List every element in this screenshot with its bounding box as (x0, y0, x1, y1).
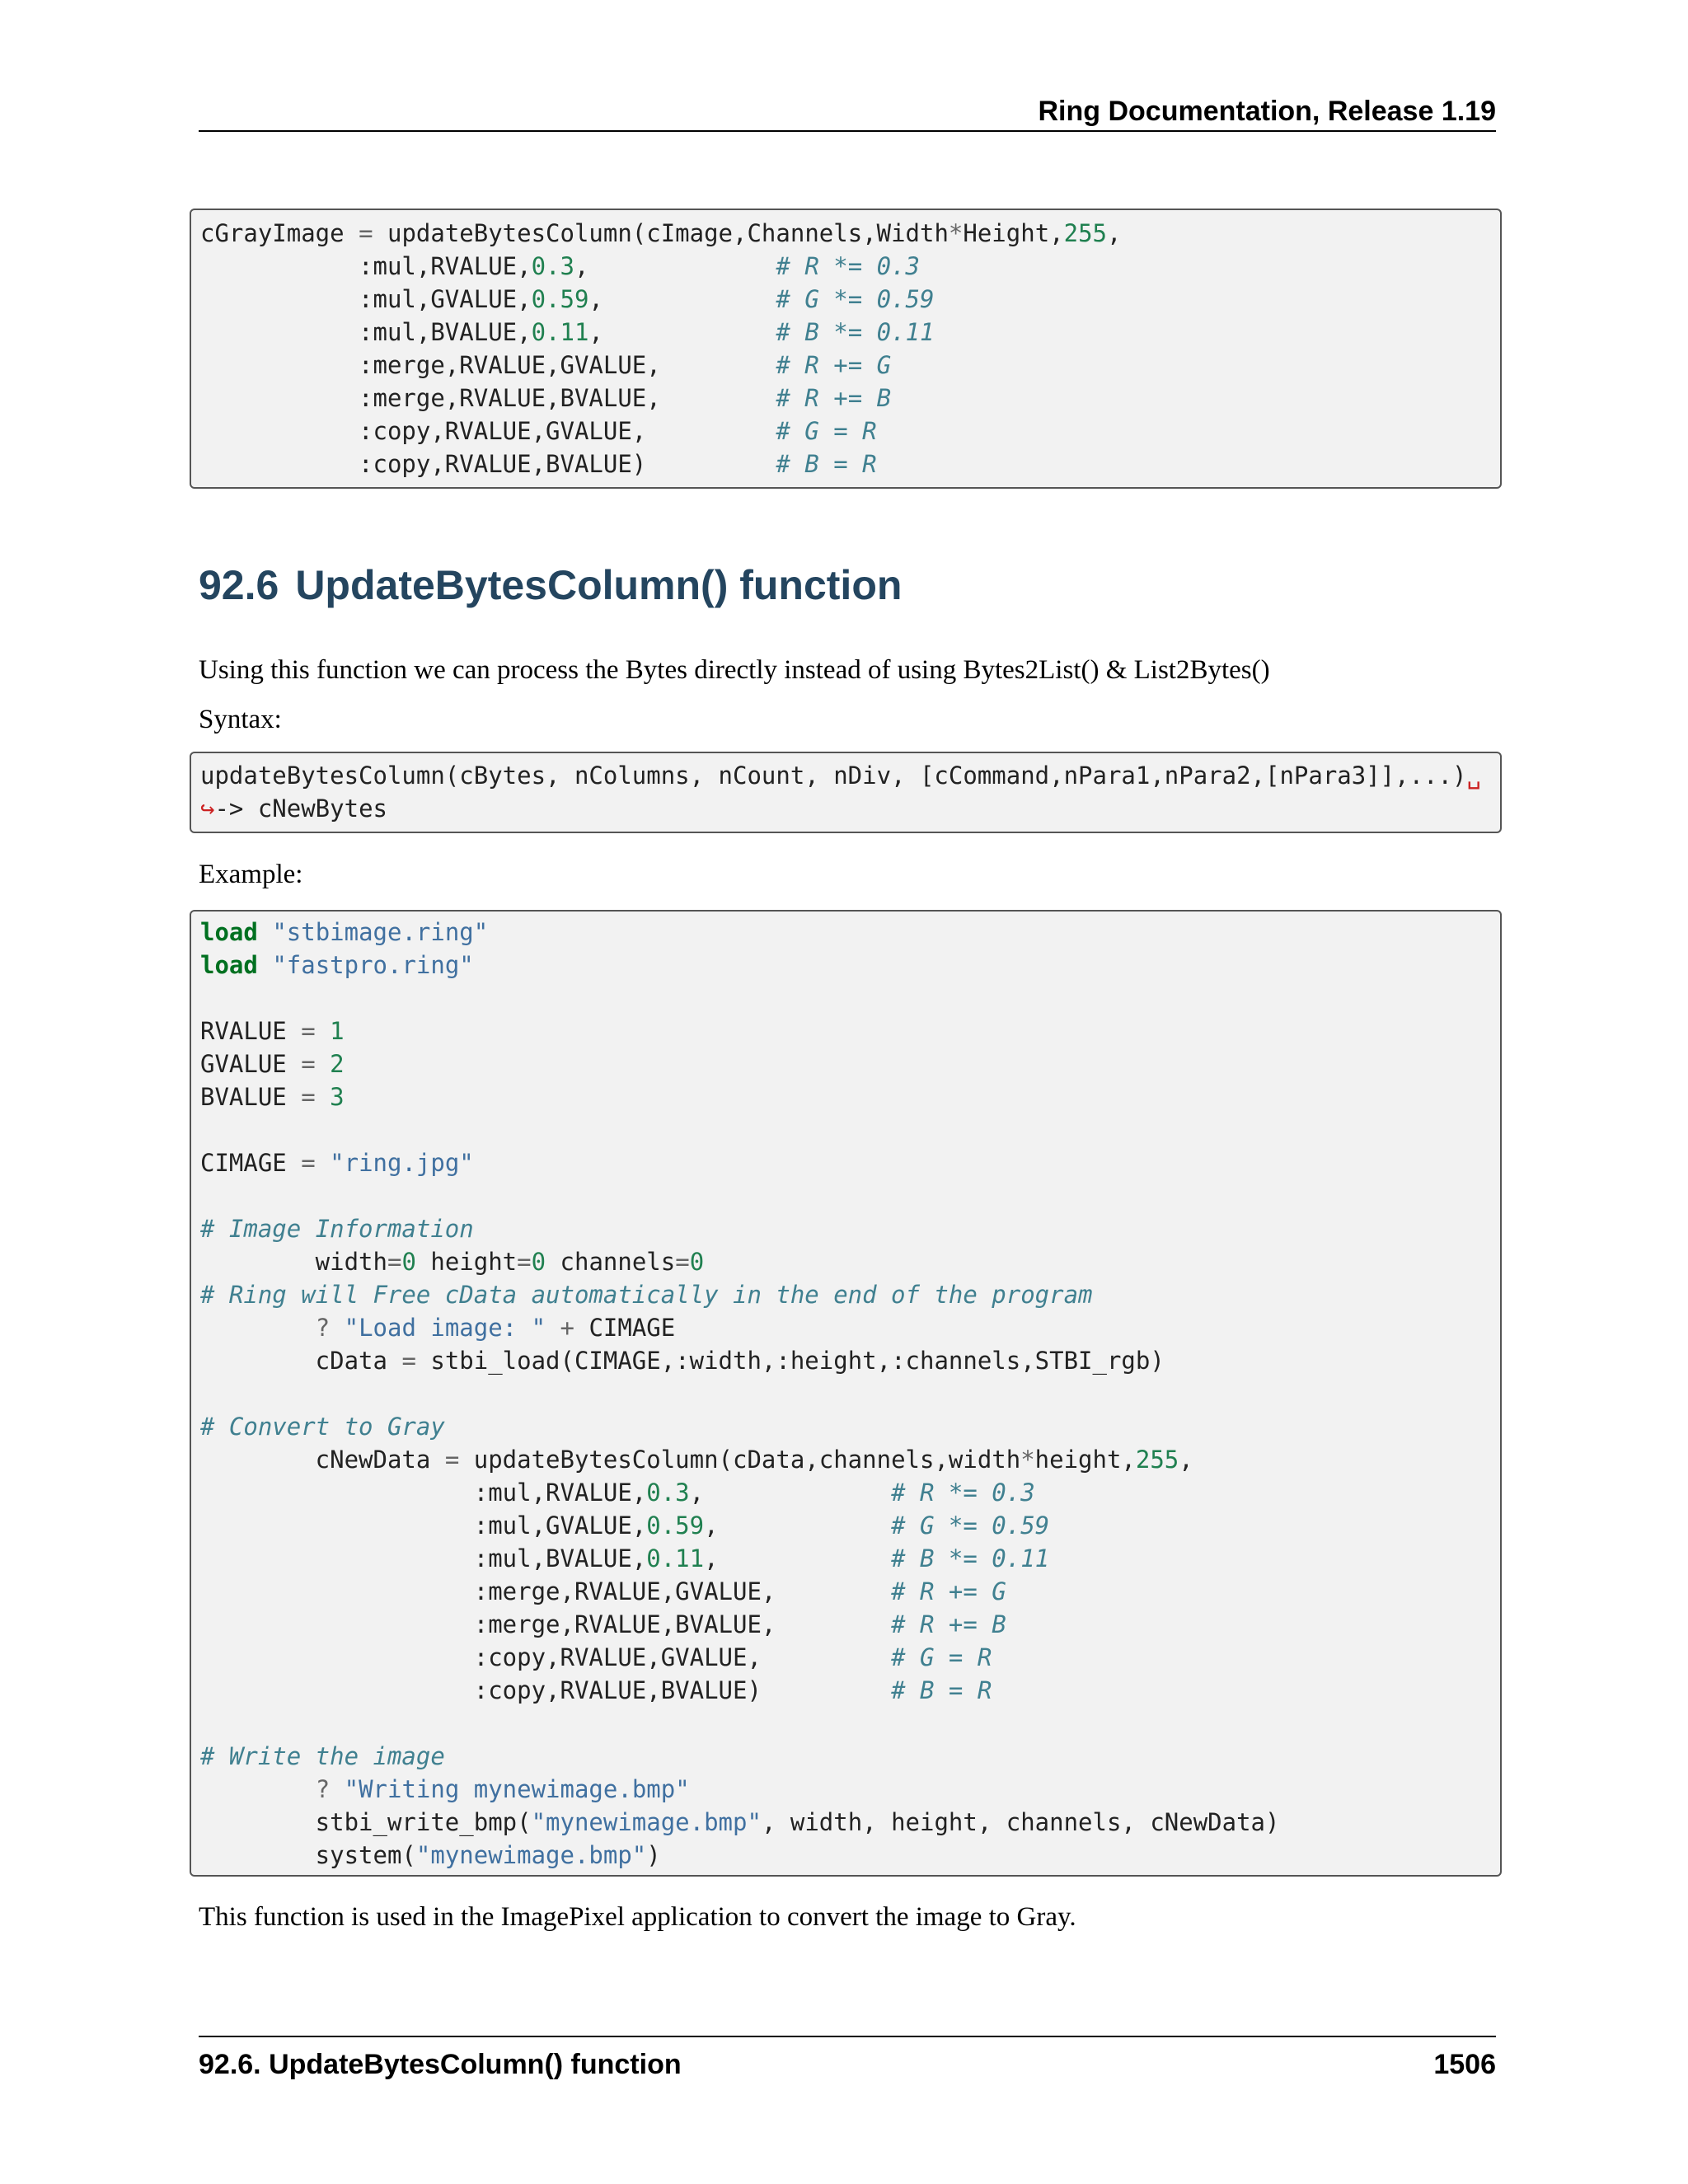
page-header: Ring Documentation, Release 1.19 (199, 92, 1496, 132)
line-wrap-marker-icon: ␣ (1466, 762, 1481, 790)
page-footer (199, 2036, 1496, 2087)
example-label: Example: (199, 860, 303, 889)
intro-paragraph: Using this function we can process the Bytes directly instead of using Bytes2List() & List2Bytes() (199, 655, 1270, 685)
closing-paragraph: This function is used in the ImagePixel application to convert the image to Gray. (199, 1902, 1076, 1932)
code-block-syntax (190, 752, 1502, 833)
code-block-top (190, 209, 1502, 489)
code-block-example (190, 910, 1502, 1877)
syntax-line-2: -> cNewBytes (214, 794, 387, 823)
syntax-line-1: updateBytesColumn(cBytes, nColumns, nCount, nDiv, [cCommand,nPara1,nPara2,[nPara3]],...) (200, 762, 1467, 790)
syntax-label: Syntax: (199, 705, 282, 734)
section-number: 92.6 (199, 562, 279, 608)
continuation-arrow-icon: ↪ (200, 794, 215, 823)
syntax-code (200, 759, 1500, 825)
code-top: cGrayImage = updateBytesColumn(cImage,Channels,Width*Height,255, :mul,RVALUE,0.3, # R *= 0.3 :mul,GVALUE,0.59, # G *= 0.59 :mul,BVALUE,0.11, # B *= 0.11 :merge,RVALUE,GVALUE, # R += G :merge,RVALUE,BVALUE, # R += B :copy,RVALUE,GVALUE, # G = R :copy,RVALUE,BVALUE) # B = R (200, 219, 1122, 478)
example-code: load "stbimage.ring" load "fastpro.ring" RVALUE = 1 GVALUE = 2 BVALUE = 3 CIMAGE = "ring.jpg" # Image Information width=0 height=0 channels=0 # Ring will Free cData automatically in the end of the program ? "Load image: " + CIMAGE cData = stbi_load(CIMAGE,:width,:height,:channels,STBI_rgb) # Convert to Gray cNewData = updateBytesColumn(cData,channels,width*height,255, :mul,RVALUE,0.3, # R *= 0.3 :mul,GVALUE,0.59, # G *= 0.59 :mul,BVALUE,0.11, # B *= 0.11 :merge,RVALUE,GVALUE, # R += G :merge,RVALUE,BVALUE, # R += B :copy,RVALUE,GVALUE, # G = R :copy,RVALUE,BVALUE) # B = R # Write the image ? "Writing mynewimage.bmp" stbi_write_bmp("mynewimage.bmp", width, height, channels, cNewData) system("mynewimage.bmp") (200, 918, 1280, 1869)
section-heading (199, 559, 902, 612)
section-title: UpdateBytesColumn() function (295, 562, 903, 608)
page-number: 1506 (1433, 2049, 1496, 2080)
footer-section: 92.6. UpdateBytesColumn() function (199, 2049, 682, 2080)
